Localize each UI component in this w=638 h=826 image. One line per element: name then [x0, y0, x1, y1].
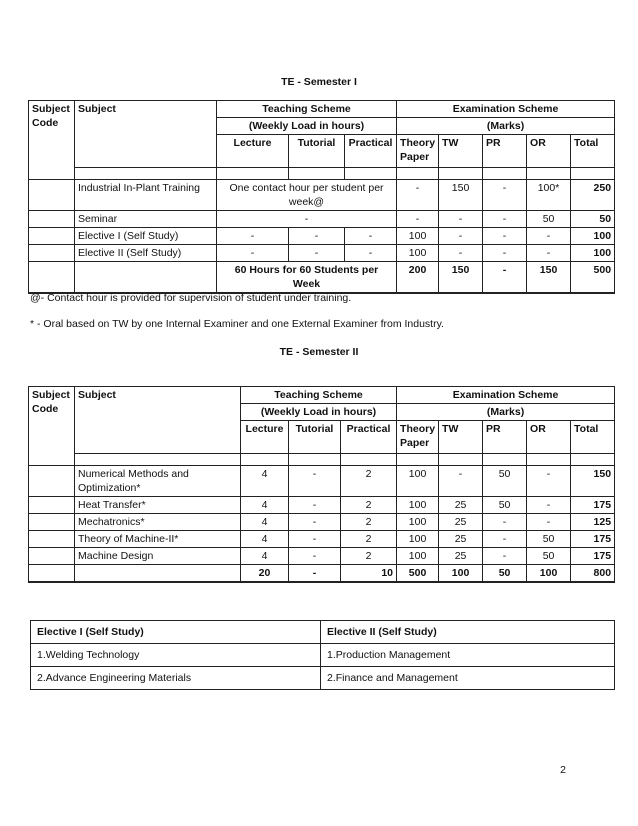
subject-header: Subject — [75, 101, 217, 168]
lecture-cell: - — [217, 228, 289, 245]
grand-total: 800 — [571, 565, 615, 583]
elective-1-header: Elective I (Self Study) — [31, 621, 321, 644]
footnote-contact-hour: @- Contact hour is provided for supervision of student under training. — [30, 292, 352, 304]
total-cell: 175 — [571, 497, 615, 514]
teaching-scheme-header: Teaching Scheme — [241, 387, 397, 404]
practical-header: Practical — [345, 135, 397, 168]
tw-cell: 25 — [439, 497, 483, 514]
practical-cell: 2 — [341, 531, 397, 548]
lecture-header: Lecture — [241, 421, 289, 454]
pr-cell: - — [483, 245, 527, 262]
or-total: 100 — [527, 565, 571, 583]
theory-cell: - — [397, 180, 439, 211]
teaching-cell: - — [217, 211, 397, 228]
table-row — [29, 228, 615, 245]
theory-cell: 100 — [397, 245, 439, 262]
subject-code-header: Subject Code — [29, 101, 75, 180]
or-header: OR — [527, 421, 571, 454]
table-row — [29, 497, 615, 514]
tw-header: TW — [439, 421, 483, 454]
pr-cell: - — [483, 531, 527, 548]
subject-code-header: Subject Code — [29, 387, 75, 466]
pr-header: PR — [483, 421, 527, 454]
total-cell: 100 — [571, 228, 615, 245]
theory-cell: 100 — [397, 531, 439, 548]
lecture-cell: 4 — [241, 466, 289, 497]
theory-cell: 100 — [397, 548, 439, 565]
or-cell: - — [527, 466, 571, 497]
semester-2-title: TE - Semester II — [279, 346, 359, 358]
tutorial-cell: - — [289, 548, 341, 565]
subject-name: Elective I (Self Study) — [75, 228, 217, 245]
total-cell: 50 — [571, 211, 615, 228]
theory-cell: 100 — [397, 466, 439, 497]
pr-header: PR — [483, 135, 527, 168]
or-header: OR — [527, 135, 571, 168]
totals-row — [29, 565, 615, 583]
lecture-header: Lecture — [217, 135, 289, 168]
tutorial-header: Tutorial — [289, 135, 345, 168]
theory-total: 200 — [397, 262, 439, 294]
subject-name: Theory of Machine-II* — [75, 531, 241, 548]
total-header: Total — [571, 135, 615, 168]
grand-total: 500 — [571, 262, 615, 294]
subject-name: Mechatronics* — [75, 514, 241, 531]
elective-2-option: 2.Finance and Management — [321, 667, 615, 690]
theory-cell: 100 — [397, 228, 439, 245]
subject-name: Seminar — [75, 211, 217, 228]
teaching-cell: One contact hour per student per week@ — [217, 180, 397, 211]
subject-name: Heat Transfer* — [75, 497, 241, 514]
pr-total: 50 — [483, 565, 527, 583]
subject-name: Numerical Methods and Optimization* — [75, 466, 241, 497]
weekly-load-header: (Weekly Load in hours) — [241, 404, 397, 421]
tutorial-header: Tutorial — [289, 421, 341, 454]
tw-cell: 150 — [439, 180, 483, 211]
table-row — [29, 180, 615, 211]
marks-header: (Marks) — [397, 404, 615, 421]
total-cell: 175 — [571, 548, 615, 565]
total-cell: 125 — [571, 514, 615, 531]
theory-cell: - — [397, 211, 439, 228]
footnote-oral: * - Oral based on TW by one Internal Examiner and one External Examiner from Industry. — [30, 318, 444, 330]
electives-table — [30, 620, 615, 690]
tutorial-cell: - — [289, 531, 341, 548]
tutorial-cell: - — [289, 245, 345, 262]
pr-cell: - — [483, 548, 527, 565]
subject-name: Machine Design — [75, 548, 241, 565]
semester-1-title: TE - Semester I — [281, 76, 357, 88]
pr-cell: - — [483, 211, 527, 228]
pr-cell: 50 — [483, 466, 527, 497]
lecture-total: 20 — [241, 565, 289, 583]
subject-name: Elective II (Self Study) — [75, 245, 217, 262]
tutorial-cell: - — [289, 497, 341, 514]
exam-scheme-header: Examination Scheme — [397, 101, 615, 118]
elective-1-option: 1.Welding Technology — [31, 644, 321, 667]
total-cell: 150 — [571, 466, 615, 497]
elective-1-option: 2.Advance Engineering Materials — [31, 667, 321, 690]
practical-cell: - — [345, 245, 397, 262]
theory-paper-header: Theory Paper — [397, 135, 439, 168]
lecture-cell: 4 — [241, 514, 289, 531]
theory-cell: 100 — [397, 514, 439, 531]
tw-cell: - — [439, 466, 483, 497]
page-number: 2 — [560, 764, 566, 776]
tutorial-cell: - — [289, 228, 345, 245]
subject-name: Industrial In-Plant Training — [75, 180, 217, 211]
pr-total: - — [483, 262, 527, 294]
practical-cell: 2 — [341, 514, 397, 531]
semester-1-table — [28, 100, 615, 294]
table-row — [29, 531, 615, 548]
table-row — [29, 548, 615, 565]
weekly-load-header: (Weekly Load in hours) — [217, 118, 397, 135]
pr-cell: - — [483, 514, 527, 531]
practical-header: Practical — [341, 421, 397, 454]
table-row — [29, 211, 615, 228]
or-total: 150 — [527, 262, 571, 294]
table-row — [29, 514, 615, 531]
tw-cell: 25 — [439, 548, 483, 565]
tw-cell: - — [439, 245, 483, 262]
or-cell: - — [527, 228, 571, 245]
tw-cell: 25 — [439, 514, 483, 531]
teaching-total: 60 Hours for 60 Students per Week — [217, 262, 397, 294]
practical-total: 10 — [341, 565, 397, 583]
elective-2-option: 1.Production Management — [321, 644, 615, 667]
pr-cell: - — [483, 180, 527, 211]
lecture-cell: 4 — [241, 497, 289, 514]
practical-cell: 2 — [341, 466, 397, 497]
marks-header: (Marks) — [397, 118, 615, 135]
or-cell: 50 — [527, 211, 571, 228]
lecture-cell: - — [217, 245, 289, 262]
or-cell: 100* — [527, 180, 571, 211]
or-cell: - — [527, 497, 571, 514]
table-row — [29, 466, 615, 497]
tw-header: TW — [439, 135, 483, 168]
practical-cell: 2 — [341, 548, 397, 565]
lecture-cell: 4 — [241, 548, 289, 565]
or-cell: - — [527, 514, 571, 531]
theory-total: 500 — [397, 565, 439, 583]
semester-2-table — [28, 386, 615, 583]
pr-cell: - — [483, 228, 527, 245]
tw-total: 150 — [439, 262, 483, 294]
theory-paper-header: Theory Paper — [397, 421, 439, 454]
elective-2-header: Elective II (Self Study) — [321, 621, 615, 644]
table-row — [29, 245, 615, 262]
table-row — [31, 644, 615, 667]
tw-cell: - — [439, 228, 483, 245]
total-cell: 175 — [571, 531, 615, 548]
exam-scheme-header: Examination Scheme — [397, 387, 615, 404]
tw-cell: - — [439, 211, 483, 228]
tw-cell: 25 — [439, 531, 483, 548]
theory-cell: 100 — [397, 497, 439, 514]
subject-header: Subject — [75, 387, 241, 454]
total-header: Total — [571, 421, 615, 454]
pr-cell: 50 — [483, 497, 527, 514]
or-cell: - — [527, 245, 571, 262]
tutorial-total: - — [289, 565, 341, 583]
or-cell: 50 — [527, 548, 571, 565]
table-row — [31, 667, 615, 690]
totals-row — [29, 262, 615, 294]
total-cell: 100 — [571, 245, 615, 262]
practical-cell: - — [345, 228, 397, 245]
teaching-scheme-header: Teaching Scheme — [217, 101, 397, 118]
tutorial-cell: - — [289, 514, 341, 531]
lecture-cell: 4 — [241, 531, 289, 548]
tw-total: 100 — [439, 565, 483, 583]
or-cell: 50 — [527, 531, 571, 548]
total-cell: 250 — [571, 180, 615, 211]
tutorial-cell: - — [289, 466, 341, 497]
practical-cell: 2 — [341, 497, 397, 514]
